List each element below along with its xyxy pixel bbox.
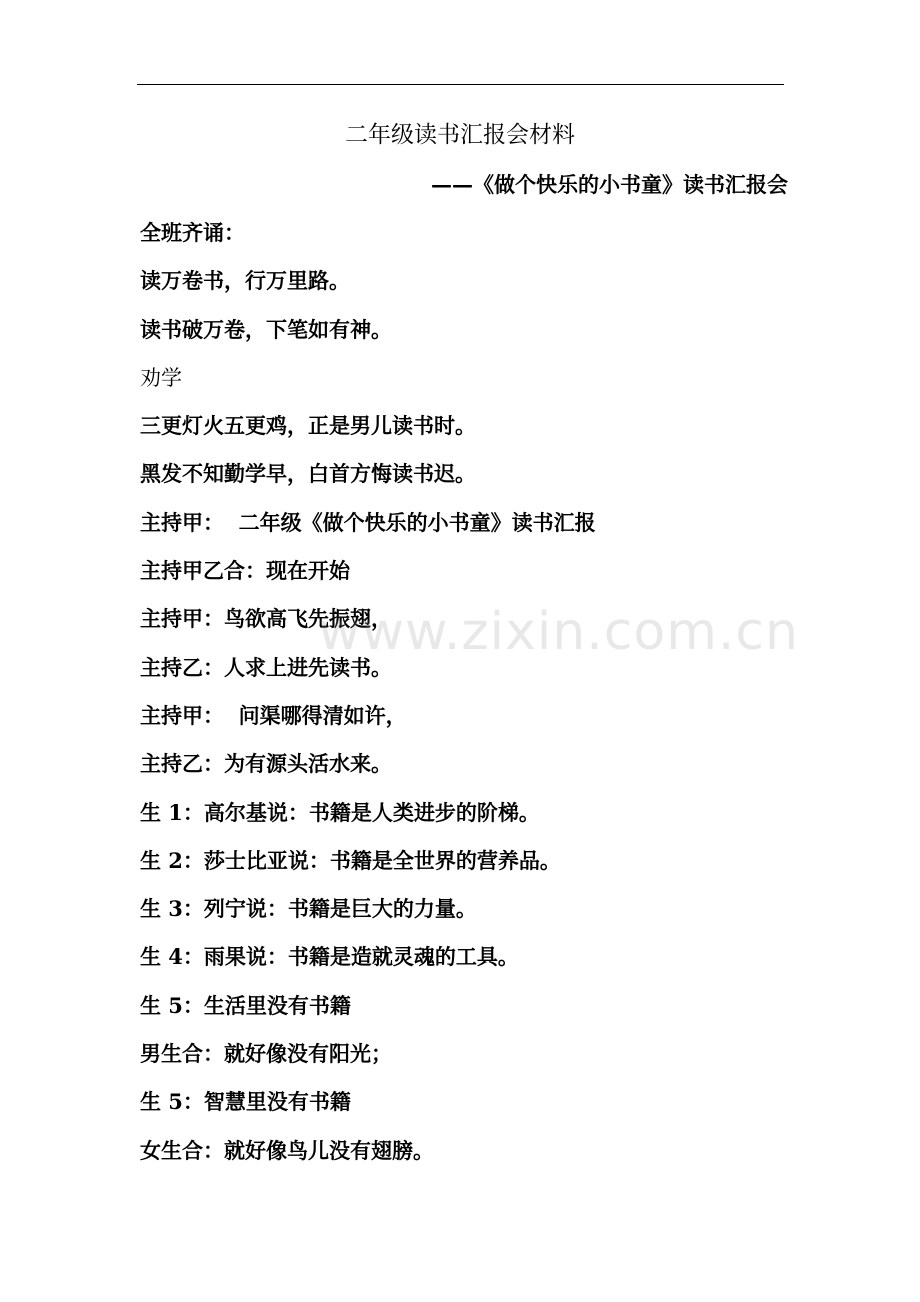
body-line: 主持甲：鸟欲高飞先振翅， (140, 606, 392, 632)
body-line: 三更灯火五更鸡，正是男儿读书时。 (140, 413, 476, 439)
body-line: 主持甲： 问渠哪得清如许， (140, 702, 407, 728)
document-body (140, 217, 596, 1183)
body-line: 生 1：高尔基说：书籍是人类进步的阶梯。 (140, 799, 540, 825)
body-line: 生 4：雨果说：书籍是造就灵魂的工具。 (140, 944, 519, 970)
body-line: 生 5：生活里没有书籍 (140, 992, 351, 1018)
watermark: www.zixin.com.cn (318, 602, 799, 662)
body-line: 生 3：列宁说：书籍是巨大的力量。 (140, 896, 477, 922)
header-rule (137, 84, 784, 85)
body-line: 主持乙：人求上进先读书。 (140, 654, 392, 680)
body-line: 生 2：莎士比亚说：书籍是全世界的营养品。 (140, 847, 561, 873)
body-line-heading: 劝学 (140, 365, 182, 390)
body-line: 黑发不知勤学早，白首方悔读书迟。 (140, 461, 476, 487)
body-line: 女生合：就好像鸟儿没有翅膀。 (140, 1137, 434, 1163)
body-line: 全班齐诵： (140, 220, 245, 245)
body-line: 读书破万卷，下笔如有神。 (140, 316, 392, 342)
document-title: 二年级读书汇报会材料 (345, 122, 575, 148)
body-line: 主持甲乙合：现在开始 (140, 558, 350, 584)
body-line: 读万卷书，行万里路。 (140, 268, 350, 294)
body-line: 主持乙：为有源头活水来。 (140, 751, 392, 777)
document-subtitle: ——《做个快乐的小书童》读书汇报会 (431, 172, 788, 197)
body-line: 男生合：就好像没有阳光； (140, 1041, 392, 1067)
body-line: 生 5：智慧里没有书籍 (140, 1089, 351, 1115)
body-line: 主持甲： 二年级《做个快乐的小书童》读书汇报 (140, 509, 596, 535)
